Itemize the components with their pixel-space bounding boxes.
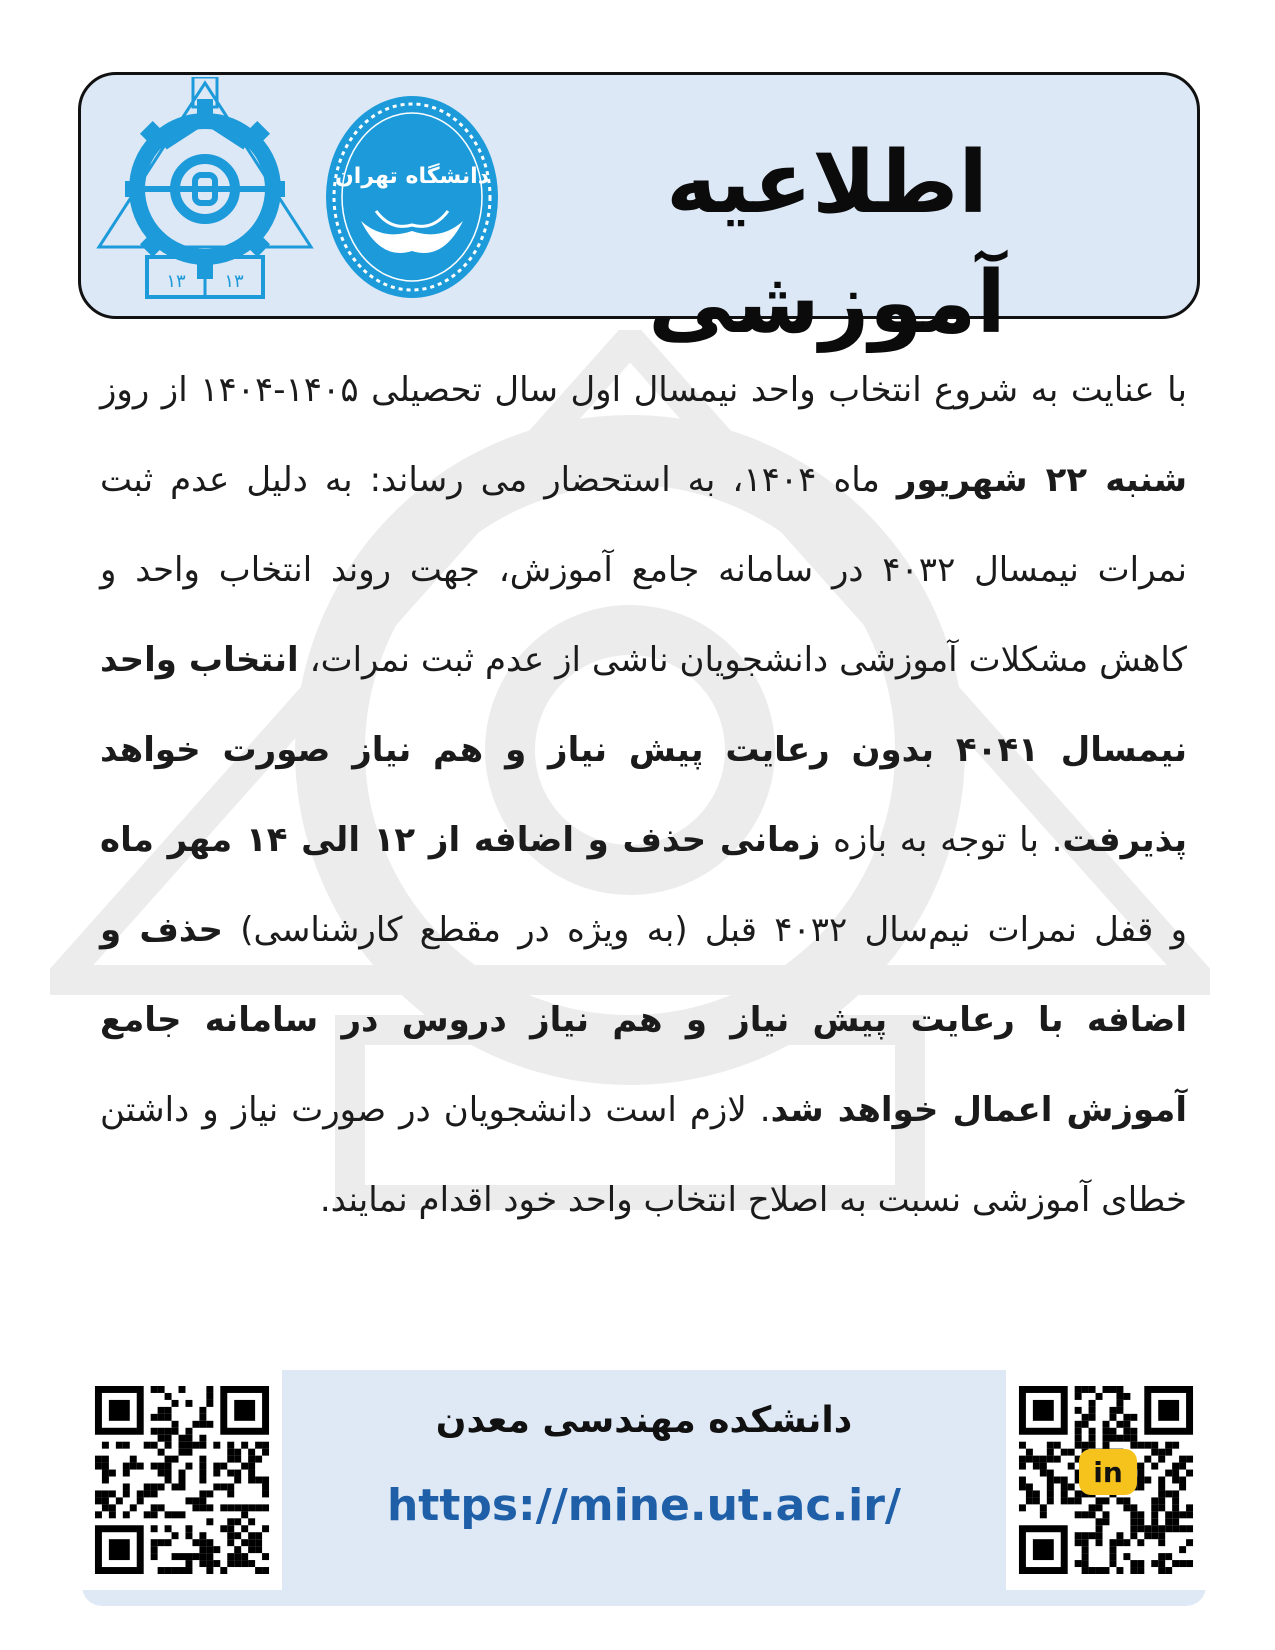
linkedin-icon bbox=[1078, 1448, 1138, 1496]
linkedin-badge-text: in bbox=[1093, 1456, 1123, 1489]
body-bold-period: زمانی حذف و اضافه از ۱۲ الی ۱۴ مهر ماه bbox=[100, 820, 821, 860]
body-text: با عنایت به شروع انتخاب واحد نیمسال اول سال تحصیلی ۱۴۰۵-۱۴۰۴ از روز bbox=[100, 370, 1187, 410]
body-text: و قفل نمرات نیم‌سال ۴۰۳۲ قبل (به ویژه در مقطع کارشناسی) bbox=[223, 910, 1187, 950]
footer-bar bbox=[82, 1370, 1206, 1606]
body-bold-rule: حذف و اضافه با رعایت پیش نیاز و هم نیاز دروس در سامانه جامع آموزش اعمال خواهد شد bbox=[100, 910, 1187, 1130]
body-bold-notice: انتخاب واحد نیمسال ۴۰۴۱ بدون رعایت پیش نیاز و هم نیاز صورت خواهد پذیرفت bbox=[100, 640, 1187, 860]
qr-code-icon bbox=[94, 1386, 270, 1574]
page-title: اطلاعیه آموزشی bbox=[648, 133, 1006, 354]
website-link[interactable]: https://mine.ut.ac.ir/ bbox=[386, 1480, 902, 1531]
announcement-body bbox=[100, 345, 1187, 1245]
announcement-header bbox=[78, 72, 1200, 354]
university-of-tehran-logo bbox=[321, 91, 503, 303]
body-text: ماه ۱۴۰۴، به استحضار می رساند: به دلیل عدم ثبت نمرات نیمسال ۴۰۳۲ در سامانه جامع آموزش، جهت روند انتخاب واحد و کاهش مشکلات آموزشی دانشجویان ناشی از عدم ثبت نمرات، bbox=[100, 460, 1187, 680]
body-text: . با توجه به بازه bbox=[820, 820, 1063, 860]
body-text: . لازم است دانشجویان در صورت نیاز و داشتن خطای آموزشی نسبت به اصلاح انتخاب واحد خود اقدام نمایند. bbox=[100, 1090, 1187, 1220]
website-qr-code[interactable] bbox=[82, 1370, 282, 1590]
faculty-name: دانشکده مهندسی معدن bbox=[435, 1400, 853, 1441]
faculty-gear-logo bbox=[85, 77, 325, 317]
linkedin-qr-code[interactable] bbox=[1006, 1370, 1206, 1590]
logo-year-right: ۱۳ bbox=[224, 271, 244, 292]
body-bold-date: شنبه ۲۲ شهریور bbox=[896, 460, 1188, 500]
university-logo-text: دانشگاه تهران bbox=[335, 164, 489, 189]
logo-year-left: ۱۳ bbox=[166, 271, 186, 292]
